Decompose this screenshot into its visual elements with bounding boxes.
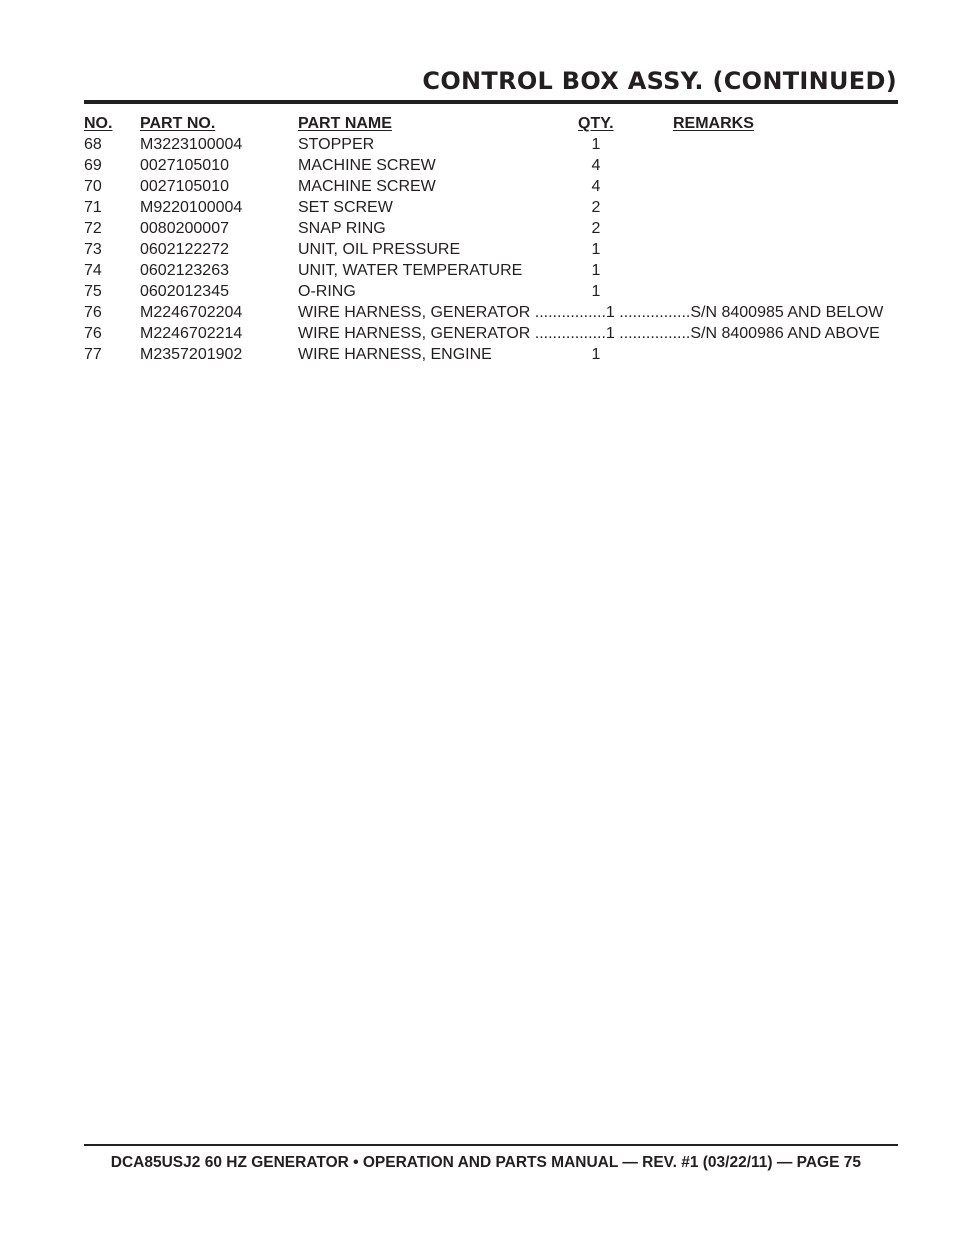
row-part-name: UNIT, OIL PRESSURE xyxy=(298,241,461,258)
page-footer: DCA85USJ2 60 HZ GENERATOR • OPERATION AND PARTS MANUAL — REV. #1 (03/22/11) — PAGE 75 xyxy=(110,1154,861,1171)
row-qty: 1 xyxy=(591,136,601,153)
row-no: 68 xyxy=(84,136,102,153)
header-part-no: PART NO. xyxy=(140,115,216,132)
row-part-no: 0027105010 xyxy=(140,178,229,195)
table-row xyxy=(84,176,898,197)
row-part-no: 0602123263 xyxy=(140,262,229,279)
table-row xyxy=(84,281,898,302)
page-title: CONTROL BOX ASSY. (CONTINUED) xyxy=(422,67,897,95)
table-row xyxy=(84,134,898,155)
row-no: 71 xyxy=(84,199,102,216)
table-header-row xyxy=(84,113,898,134)
row-part-no: M2246702214 xyxy=(140,325,243,342)
header-remarks: REMARKS xyxy=(673,115,754,132)
table-row xyxy=(84,197,898,218)
title-rule xyxy=(84,100,898,104)
table-row xyxy=(84,218,898,239)
row-qty: 1 xyxy=(591,346,601,363)
header-part-name: PART NAME xyxy=(298,115,392,132)
row-no: 76 xyxy=(84,325,102,342)
row-qty: 4 xyxy=(591,157,601,174)
row-part-name: STOPPER xyxy=(298,136,375,153)
row-part-no: M2357201902 xyxy=(140,346,243,363)
table-row xyxy=(84,260,898,281)
table-row xyxy=(84,239,898,260)
row-part-name-with-leaders: WIRE HARNESS, GENERATOR ................1 ................S/N 8400986 AND ABOVE xyxy=(298,325,880,342)
row-no: 75 xyxy=(84,283,102,300)
row-qty: 4 xyxy=(591,178,601,195)
row-part-name-with-leaders: WIRE HARNESS, GENERATOR ................1 ................S/N 8400985 AND BELOW xyxy=(298,304,884,321)
row-part-name: O-RING xyxy=(298,283,356,300)
row-part-no: 0080200007 xyxy=(140,220,229,237)
row-part-name: MACHINE SCREW xyxy=(298,178,436,195)
row-part-no: 0602122272 xyxy=(140,241,229,258)
parts-table xyxy=(84,113,898,365)
header-no: NO. xyxy=(84,115,113,132)
row-no: 76 xyxy=(84,304,102,321)
row-part-no: M2246702204 xyxy=(140,304,243,321)
row-part-name: UNIT, WATER TEMPERATURE xyxy=(298,262,523,279)
row-part-no: 0027105010 xyxy=(140,157,229,174)
row-no: 77 xyxy=(84,346,102,363)
row-part-name: MACHINE SCREW xyxy=(298,157,436,174)
table-row xyxy=(84,155,898,176)
row-no: 70 xyxy=(84,178,102,195)
row-qty: 2 xyxy=(591,199,601,216)
row-qty: 1 xyxy=(591,241,601,258)
row-qty: 2 xyxy=(591,220,601,237)
row-qty: 1 xyxy=(591,262,601,279)
row-part-no: M9220100004 xyxy=(140,199,243,216)
row-part-name: WIRE HARNESS, ENGINE xyxy=(298,346,492,363)
table-row xyxy=(84,323,898,344)
row-part-no: 0602012345 xyxy=(140,283,229,300)
row-part-no: M3223100004 xyxy=(140,136,243,153)
table-row xyxy=(84,344,898,365)
header-qty: QTY. xyxy=(578,115,614,132)
row-part-name: SET SCREW xyxy=(298,199,393,216)
row-no: 73 xyxy=(84,241,102,258)
table-row xyxy=(84,302,898,323)
row-no: 69 xyxy=(84,157,102,174)
row-no: 74 xyxy=(84,262,102,279)
footer-rule xyxy=(84,1144,898,1146)
row-qty: 1 xyxy=(591,283,601,300)
row-part-name: SNAP RING xyxy=(298,220,386,237)
row-no: 72 xyxy=(84,220,102,237)
